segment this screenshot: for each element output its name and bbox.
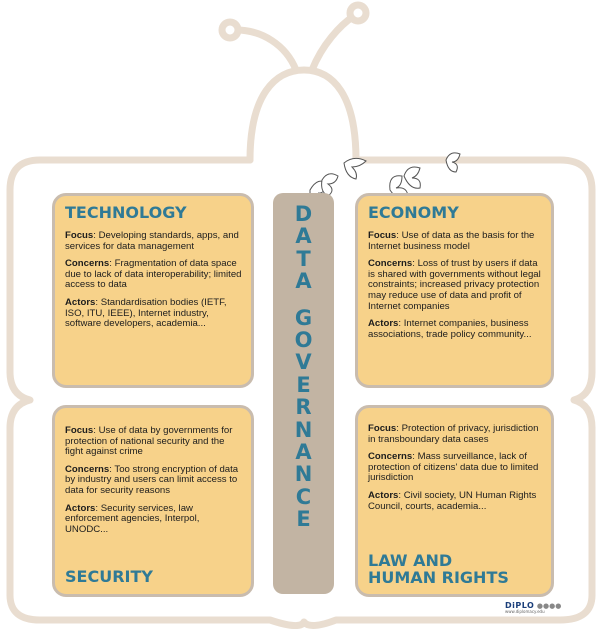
law-card <box>355 405 554 597</box>
security-card <box>52 405 254 597</box>
security-title: SECURITY <box>65 567 153 586</box>
law-concerns: Concerns: Mass surveillance, lack of protection of citizens' data due to limited jurisdiction <box>368 451 539 484</box>
spine-letter: A <box>295 224 312 249</box>
right-antenna-tip <box>350 5 366 21</box>
diplo-brand: DiPLO <box>505 601 535 610</box>
spine-letter: N <box>294 417 313 442</box>
data-governance-spine <box>273 193 334 594</box>
diplo-logo <box>505 601 561 614</box>
economy-concerns: Concerns: Loss of trust by users if data is shared with governments without legal constraints; increased privacy protection may reduce use of data and profit of Internet companies <box>368 258 541 312</box>
left-antenna <box>236 30 296 70</box>
diplo-dots: ●●●● <box>536 602 562 610</box>
security-actors: Actors: Security services, law enforcement agencies, Interpol, UNODC... <box>65 502 200 535</box>
spine-letter: R <box>295 395 312 420</box>
technology-concerns: Concerns: Fragmentation of data space due to lack of data interoperability; limited access to data <box>65 258 242 291</box>
technology-title: TECHNOLOGY <box>65 203 187 222</box>
economy-actors: Actors: Internet companies, business associations, trade policy community... <box>368 318 532 340</box>
spine-letter: G <box>294 305 313 330</box>
head-outline <box>250 70 356 160</box>
law-title <box>368 552 509 586</box>
spine-letter: N <box>294 462 313 487</box>
security-focus: Focus: Use of data by governments for protection of national security and the fight against crime <box>65 425 233 458</box>
technology-actors: Actors: Standardisation bodies (IETF, ISO, ITU, IEEE), Internet industry, software developers, academia... <box>65 296 227 330</box>
economy-focus: Focus: Use of data as the basis for the Internet business model <box>368 230 535 252</box>
economy-card <box>355 193 554 388</box>
spine-letter: E <box>296 507 311 532</box>
law-actors: Actors: Civil society, UN Human Rights Council, courts, academia... <box>368 489 537 512</box>
technology-card <box>52 193 254 388</box>
spine-letter: O <box>294 327 313 352</box>
spine-letter: C <box>295 484 312 509</box>
spine-letter: V <box>295 350 312 375</box>
spine-letter: E <box>296 372 311 397</box>
spine-letter: T <box>296 246 311 271</box>
spine-gap <box>273 293 334 307</box>
spine-letter: D <box>294 202 313 226</box>
spine-letter: A <box>295 439 312 464</box>
economy-title: ECONOMY <box>368 203 459 222</box>
butterfly-3 <box>344 158 366 179</box>
butterfly-5 <box>404 167 420 188</box>
spine-letter: A <box>295 269 312 294</box>
law-title-line2: HUMAN RIGHTS <box>368 568 509 587</box>
right-antenna <box>312 16 354 70</box>
left-antenna-tip <box>222 22 238 38</box>
diplo-site: www.diplomacy.edu <box>505 609 545 614</box>
law-focus: Focus: Protection of privacy, jurisdiction in transboundary data cases <box>368 423 539 445</box>
security-concerns: Concerns: Too strong encryption of data by industry and users can limit access to data for security reasons <box>65 463 239 496</box>
technology-focus: Focus: Developing standards, apps, and services for data management <box>65 230 239 252</box>
spine-title <box>273 203 334 530</box>
law-title-line1: LAW AND <box>368 551 453 570</box>
